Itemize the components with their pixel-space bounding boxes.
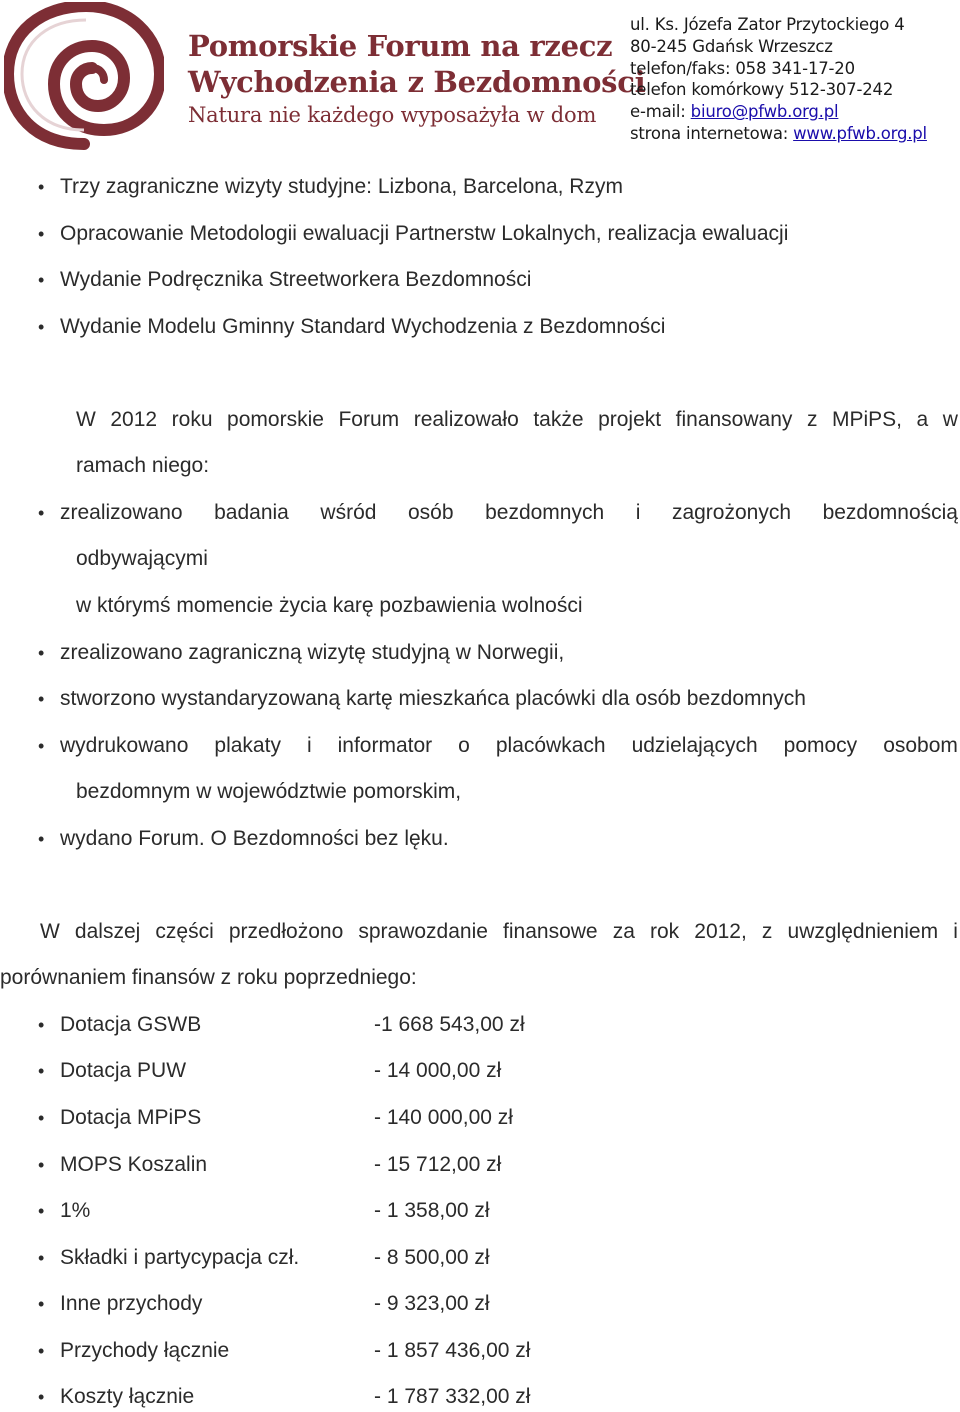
list-item: • Trzy zagraniczne wizyty studyjne: Lizbona, Barcelona, Rzym [0,172,960,202]
bullet-icon: • [38,224,45,244]
list-item: • Opracowanie Metodologii ewaluacji Partnerstw Lokalnych, realizacja ewaluacji [0,219,960,249]
list-item: • wydano Forum. O Bezdomności bez lęku. [0,824,960,854]
bullet-icon: • [38,503,45,523]
email-label: e-mail: [630,102,691,122]
paragraph-line: W dalszej części przedłożono sprawozdanie finansowe za rok 2012, z uwzględnieniem i [40,920,958,943]
list-item-continuation: bezdomnym w województwie pomorskim, [76,780,462,803]
organization-name [188,28,645,130]
email-line [630,101,927,123]
spiral-shell-logo-icon [4,2,164,152]
list-item: • stworzono wystandaryzowaną kartę mieszkańca placówki dla osób bezdomnych [0,684,960,714]
finance-row: • Dotacja MPiPS - 140 000,00 zł [0,1103,960,1133]
letterhead [0,0,960,160]
bullet-icon: • [38,1294,45,1314]
mobile-phone: telefon komórkowy 512-307-242 [630,80,894,100]
paragraph-line: porównaniem finansów z roku poprzedniego: [0,966,417,989]
paragraph-line: W 2012 roku pomorskie Forum realizowało także projekt finansowany z MPiPS, a w [76,408,958,431]
address-line1: ul. Ks. Józefa Zator Przytockiego 4 [630,15,905,34]
bullet-icon: • [38,1061,45,1081]
bullet-icon: • [38,1248,45,1268]
address-line2: 80-245 Gdańsk Wrzeszcz [630,36,833,56]
list-item-continuation: w którymś momencie życia karę pozbawienia wolności [76,594,583,617]
email-link[interactable]: biuro@pfwb.org.pl [690,102,839,122]
finance-row: • Przychody łącznie - 1 857 436,00 zł [0,1336,960,1366]
bullet-icon: • [38,177,45,197]
org-tagline: Natura nie każdego wyposażyła w dom [188,103,597,127]
finance-row: • Inne przychody - 9 323,00 zł [0,1289,960,1319]
finance-row: • Składki i partycypacja czł. - 8 500,00 zł [0,1243,960,1273]
org-name-line2: Wychodzenia z Bezdomności [188,65,646,99]
finance-row: • Koszty łącznie - 1 787 332,00 zł [0,1382,960,1412]
list-item: • zrealizowano zagraniczną wizytę studyjną w Norwegii, [0,638,960,668]
list-item-continuation: odbywającymi [76,547,208,570]
finance-row: • MOPS Koszalin - 15 712,00 zł [0,1150,960,1180]
bullet-icon: • [38,1387,45,1407]
paragraph-line: ramach niego: [76,454,210,477]
finance-row: • Dotacja PUW - 14 000,00 zł [0,1056,960,1086]
list-item: • Wydanie Modelu Gminny Standard Wychodzenia z Bezdomności [0,312,960,342]
website-label: strona internetowa: [630,123,794,143]
finance-row: • 1% - 1 358,00 zł [0,1196,960,1226]
website-line [630,123,927,145]
bullet-icon: • [38,270,45,290]
finance-row: • Dotacja GSWB -1 668 543,00 zł [0,1010,960,1040]
phone-fax: telefon/faks: 058 341-17-20 [630,58,855,78]
list-item: • zrealizowano badania wśród osób bezdomnych i zagrożonych bezdomnością [0,498,960,528]
bullet-icon: • [38,689,45,709]
org-name-line1: Pomorskie Forum na rzecz [188,29,613,63]
bullet-icon: • [38,736,45,756]
bullet-icon: • [38,1201,45,1221]
bullet-icon: • [38,1155,45,1175]
list-item: • Wydanie Podręcznika Streetworkera Bezdomności [0,265,960,295]
bullet-icon: • [38,829,45,849]
bullet-icon: • [38,317,45,337]
bullet-icon: • [38,1341,45,1361]
website-link[interactable]: www.pfwb.org.pl [793,123,927,143]
bullet-icon: • [38,1015,45,1035]
bullet-icon: • [38,643,45,663]
bullet-icon: • [38,1108,45,1128]
list-item: • wydrukowano plakaty i informator o placówkach udzielających pomocy osobom [0,731,960,761]
contact-block [630,14,927,145]
